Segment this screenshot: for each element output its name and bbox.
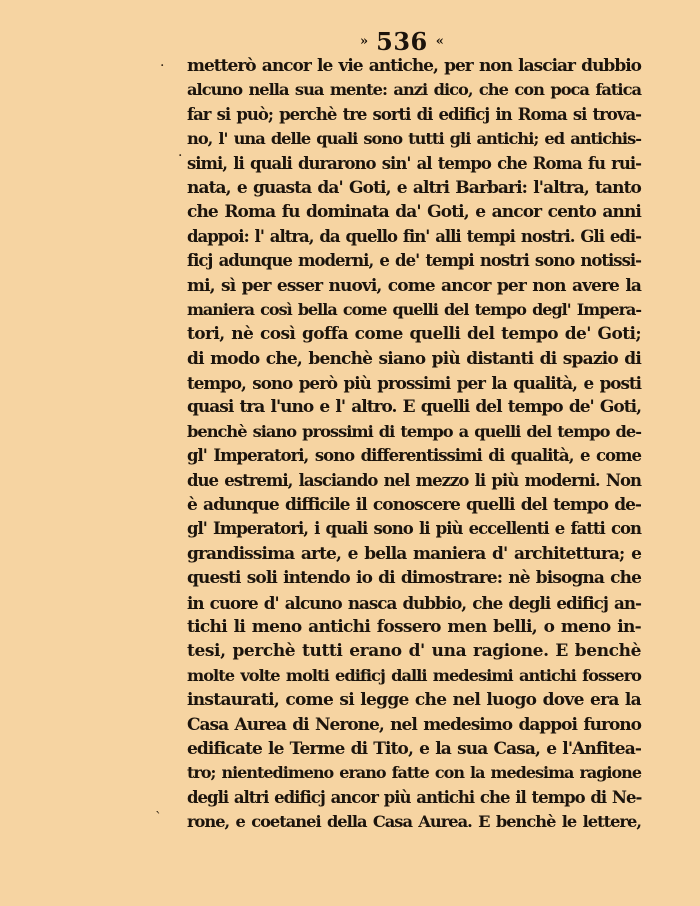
text-line: tro; nientedimeno erano fatte con la medesima ragione (187, 763, 641, 783)
right-ornament: « (435, 33, 444, 49)
text-line: edificate le Terme di Tito, e la sua Casa, e l'Anfitea- (187, 738, 641, 759)
text-line: alcuno nella sua mente: anzi dico, che con poca fatica (187, 80, 641, 100)
text-line: Casa Aurea di Nerone, nel medesimo dappoi furono (187, 714, 641, 735)
text-line: quasi tra l'uno e l' altro. E quelli del tempo de' Goti, (187, 397, 641, 418)
text-line: maniera così bella come quelli del tempo degl' Impera- (187, 299, 641, 319)
text-line: metterò ancor le vie antiche, per non lasciar dubbio (187, 56, 641, 76)
text-line: mi, sì per esser nuovi, come ancor per non avere la (187, 275, 641, 296)
page-number: 536 (376, 26, 428, 56)
text-line: grandissima arte, e bella maniera d' architettura; e (187, 543, 641, 564)
body-text (187, 54, 641, 835)
margin-speck: · (160, 58, 165, 74)
text-line: gl' Imperatori, i quali sono li più eccellenti e fatti con (187, 519, 641, 539)
text-line: tesi, perchè tutti erano d' una ragione. E benchè (187, 641, 641, 662)
text-line: far si può; perchè tre sorti di edificj in Roma si trova- (187, 104, 641, 124)
page-header (360, 26, 470, 56)
text-line: degli altri edificj ancor più antichi che il tempo di Ne- (187, 787, 642, 807)
text-line: instaurati, come si legge che nel luogo dove era la (187, 690, 641, 711)
text-line: no, l' una delle quali sono tutti gli antichi; ed antichis- (187, 129, 641, 149)
text-line: di modo che, benchè siano più distanti di spazio di (187, 348, 641, 369)
text-line: gl' Imperatori, sono differentissimi di qualità, e come (187, 446, 641, 466)
text-line: tempo, sono però più prossimi per la qualità, e posti (187, 373, 641, 394)
text-line: molte volte molti edificj dalli medesimi antichi fossero (187, 665, 641, 685)
margin-speck: ` (155, 810, 162, 826)
text-line: ficj adunque moderni, e de' tempi nostri sono notissi- (187, 251, 641, 271)
text-line: è adunque difficile il conoscere quelli del tempo de- (187, 495, 641, 516)
text-line: rone, e coetanei della Casa Aurea. E benchè le lettere, (187, 812, 641, 832)
margin-speck: · (178, 148, 183, 164)
text-line: due estremi, lasciando nel mezzo li più moderni. Non (187, 470, 641, 490)
text-line: tori, nè così goffa come quelli del tempo de' Goti; (187, 324, 641, 345)
text-line: benchè siano prossimi di tempo a quelli del tempo de- (187, 421, 641, 441)
text-line: nata, e guasta da' Goti, e altri Barbari: l'altra, tanto (187, 177, 641, 198)
left-ornament: » (360, 33, 369, 49)
text-line: questi soli intendo io di dimostrare: nè bisogna che (187, 568, 641, 589)
text-line: dappoi: l' altra, da quello fin' alli tempi nostri. Gli edi- (187, 226, 641, 246)
text-line: simi, li quali durarono sin' al tempo che Roma fu rui- (187, 153, 641, 173)
text-line: tichi li meno antichi fossero men belli, o meno in- (187, 616, 641, 637)
text-line: in cuore d' alcuno nasca dubbio, che degli edificj an- (187, 592, 641, 613)
text-line: che Roma fu dominata da' Goti, e ancor cento anni (187, 202, 641, 223)
